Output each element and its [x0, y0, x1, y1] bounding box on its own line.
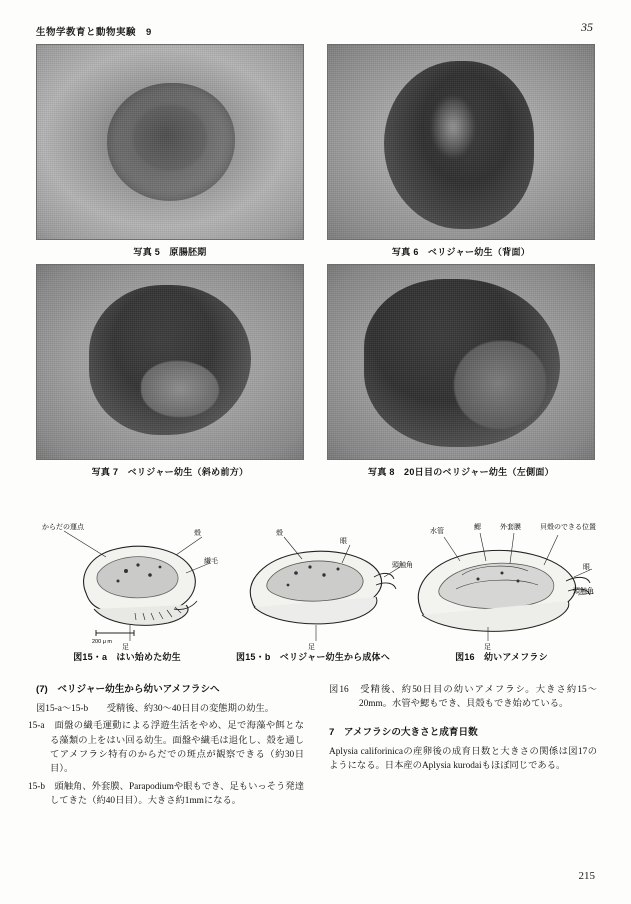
photo-cell-7	[36, 264, 304, 478]
photo-grid	[36, 44, 595, 484]
photo-5-image	[36, 44, 304, 240]
fig-15a-caption: 図15・a はい始めた幼生	[73, 652, 181, 662]
right-paragraph-1: Aplysia califorinicaの産卵後の成育日数と大きさの関係は図17のようになる。日本産のAplysia kurodaiもほぼ同じである。	[329, 746, 597, 772]
fig-15a-label-0: からだの運点	[42, 524, 84, 531]
figure-illustrations	[34, 515, 597, 665]
fig-15b-drawing	[250, 537, 400, 641]
photo-cell-5	[36, 44, 304, 258]
photo-7-caption: 写真 7 ベリジャー幼生（斜め前方）	[91, 467, 249, 477]
figure-captions	[34, 650, 597, 663]
fig-16-drawing	[418, 533, 594, 641]
left-section-heading: (7) ベリジャー幼生から幼いアメフラシへ	[36, 684, 220, 695]
fig-15b-label-1: 眼	[340, 538, 347, 545]
fig-16-note: 図16 受精後、約50日目の幼いアメフラシ。大きさ約15～20mm。水管や鰓もでき、貝殻もでき始めている。	[329, 685, 597, 710]
photo-cell-6	[327, 44, 595, 258]
photo-7-image	[36, 264, 304, 460]
left-column	[28, 683, 304, 812]
fig-15a-label-1: 殻	[194, 530, 201, 537]
fig-15b-label-2: 頭触角	[392, 562, 413, 569]
right-section-heading: 7 アメフラシの大きさと成育日数	[329, 726, 478, 738]
right-column	[329, 683, 597, 812]
photo-row-2	[36, 264, 595, 478]
photo-6-image	[327, 44, 595, 240]
text-columns	[28, 683, 597, 812]
photo-6-caption: 写真 6 ベリジャー幼生（背面）	[391, 247, 531, 257]
left-paragraph-1: 図15-a～15-b 受精後、約30～40日目の変態期の幼生。	[36, 703, 275, 714]
veliger-shell	[454, 341, 546, 429]
veliger-foot	[141, 361, 219, 417]
folio-top: 35	[581, 20, 593, 34]
fig-16-label-3: 貝殻のできる位置	[540, 524, 596, 531]
fig-15a-label-2: 繊毛	[204, 558, 218, 565]
fig-15a-scale-label: 200 μ m	[92, 639, 112, 645]
fig-15b-caption: 図15・b ベリジャー幼生から成体へ	[236, 652, 390, 662]
fig-16-label-2: 外套膜	[500, 524, 521, 531]
figure-row	[34, 515, 597, 665]
fig-16-label-6: 足	[484, 644, 491, 651]
fig-15a-drawing	[64, 531, 210, 641]
folio-bottom: 215	[578, 870, 595, 882]
left-paragraph-2: 15-a 面盤の繊毛運動による浮遊生活をやめ、足で海藻や餌となる藻類の上をはい回る幼生。面盤や繊毛は退化し、殻を通してアメフラシ特有のからだでの斑点が観察できる（約30日目）。	[28, 721, 304, 775]
left-paragraph-3: 15-b 頭触角、外套膜、Parapodiumや眼もでき、足もいっそう発達してきた（約40日目）。大きさ約1mmになる。	[28, 781, 304, 807]
fig-16-label-4: 眼	[583, 564, 590, 571]
photo-row-1	[36, 44, 595, 258]
photo-8-caption: 写真 8 20日目のベリジャー幼生（左側面）	[368, 467, 554, 477]
fig-15a-label-3: 足	[122, 644, 129, 651]
fig-16-label-1: 鰓	[474, 524, 481, 531]
photo-8-image	[327, 264, 595, 460]
photo-5-caption: 写真 5 原腸胚期	[133, 247, 207, 257]
photo-cell-8	[327, 264, 595, 478]
fig-15b-label-3: 足	[308, 644, 315, 651]
fig-16-label-0: 水管	[430, 528, 444, 535]
fig-16-caption: 図16 幼いアメフラシ	[455, 652, 548, 662]
running-head: 生物学教育と動物実験 9	[36, 27, 152, 38]
fig-15b-label-0: 殻	[276, 530, 283, 537]
fig-16-label-5: 頭触角	[573, 588, 594, 595]
veliger-highlight	[432, 97, 474, 157]
embryo-core	[133, 105, 207, 171]
